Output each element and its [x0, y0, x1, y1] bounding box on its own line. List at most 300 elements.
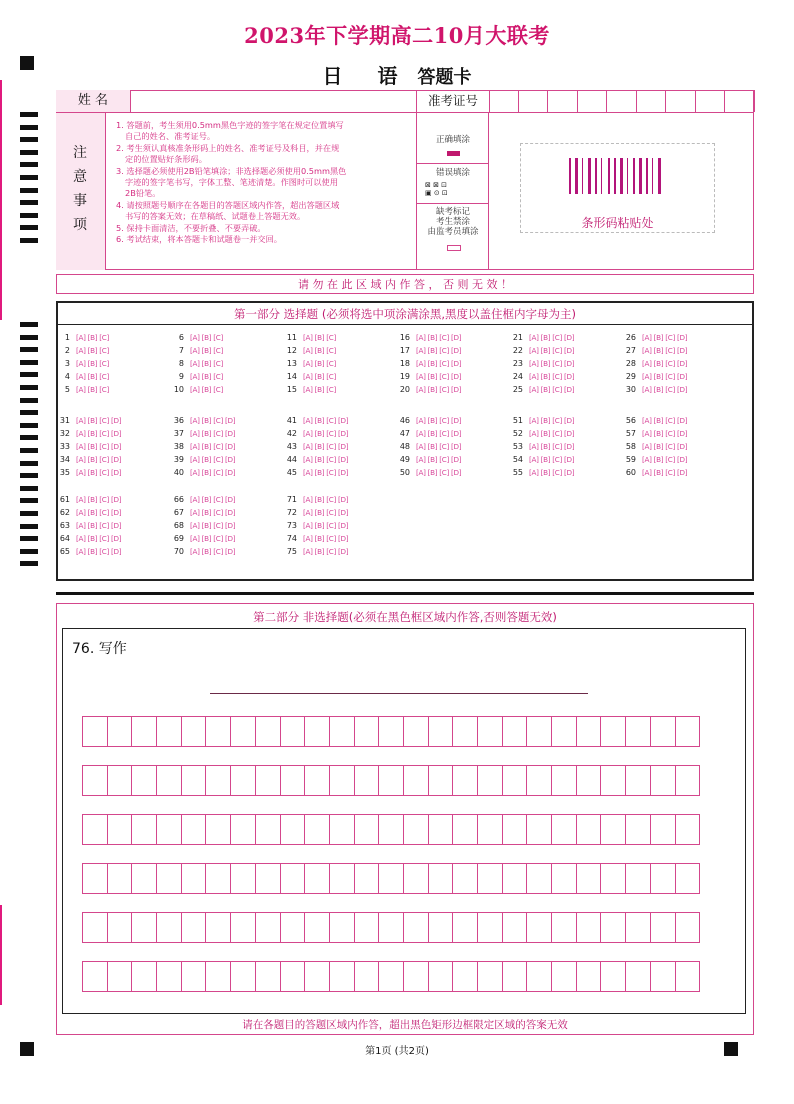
option-bubble[interactable]: [C]: [326, 429, 337, 438]
option-bubble[interactable]: [B]: [87, 385, 98, 394]
option-bubble[interactable]: [D]: [564, 385, 575, 394]
name-field[interactable]: [131, 90, 415, 112]
grid-cell[interactable]: [354, 814, 380, 845]
grid-cell[interactable]: [107, 814, 133, 845]
option-bubble[interactable]: [B]: [201, 372, 212, 381]
option-bubble[interactable]: [A]: [76, 429, 86, 438]
grid-cell[interactable]: [650, 765, 676, 796]
option-bubble[interactable]: [B]: [87, 416, 98, 425]
option-bubble[interactable]: [B]: [653, 372, 664, 381]
option-bubble[interactable]: [A]: [303, 455, 313, 464]
grid-cell[interactable]: [280, 863, 306, 894]
grid-cell[interactable]: [576, 912, 602, 943]
option-bubble[interactable]: [C]: [665, 346, 676, 355]
option-bubble[interactable]: [C]: [665, 442, 676, 451]
grid-cell[interactable]: [255, 765, 281, 796]
option-bubble[interactable]: [A]: [303, 508, 313, 517]
grid-cell[interactable]: [502, 716, 528, 747]
option-bubble[interactable]: [D]: [225, 455, 236, 464]
grid-cell[interactable]: [107, 716, 133, 747]
grid-cell[interactable]: [477, 863, 503, 894]
option-bubble[interactable]: [B]: [653, 442, 664, 451]
option-bubble[interactable]: [C]: [326, 521, 337, 530]
exam-id-digit-cell[interactable]: [725, 90, 755, 112]
option-bubble[interactable]: [C]: [326, 495, 337, 504]
grid-cell[interactable]: [403, 863, 429, 894]
grid-cell[interactable]: [675, 961, 701, 992]
exam-id-digit-cell[interactable]: [578, 90, 608, 112]
option-bubble[interactable]: [C]: [439, 429, 450, 438]
grid-cell[interactable]: [131, 961, 157, 992]
grid-cell[interactable]: [131, 716, 157, 747]
grid-cell[interactable]: [205, 765, 231, 796]
grid-cell[interactable]: [403, 961, 429, 992]
option-bubble[interactable]: [D]: [225, 416, 236, 425]
option-bubble[interactable]: [C]: [213, 359, 224, 368]
exam-id-digit-cell[interactable]: [696, 90, 726, 112]
option-bubble[interactable]: [C]: [99, 508, 110, 517]
option-bubble[interactable]: [A]: [529, 346, 539, 355]
option-bubble[interactable]: [A]: [76, 534, 86, 543]
option-bubble[interactable]: [B]: [87, 429, 98, 438]
grid-cell[interactable]: [82, 912, 108, 943]
grid-cell[interactable]: [502, 863, 528, 894]
grid-cell[interactable]: [354, 765, 380, 796]
exam-id-digit-cell[interactable]: [489, 90, 519, 112]
grid-cell[interactable]: [230, 814, 256, 845]
option-bubble[interactable]: [D]: [564, 333, 575, 342]
option-bubble[interactable]: [C]: [99, 385, 110, 394]
option-bubble[interactable]: [C]: [99, 429, 110, 438]
grid-cell[interactable]: [428, 765, 454, 796]
option-bubble[interactable]: [C]: [326, 508, 337, 517]
option-bubble[interactable]: [B]: [314, 468, 325, 477]
option-bubble[interactable]: [D]: [225, 495, 236, 504]
option-bubble[interactable]: [B]: [540, 385, 551, 394]
grid-cell[interactable]: [675, 814, 701, 845]
option-bubble[interactable]: [C]: [213, 416, 224, 425]
option-bubble[interactable]: [B]: [201, 333, 212, 342]
option-bubble[interactable]: [D]: [338, 508, 349, 517]
grid-cell[interactable]: [156, 765, 182, 796]
option-bubble[interactable]: [D]: [451, 455, 462, 464]
option-bubble[interactable]: [B]: [653, 359, 664, 368]
grid-cell[interactable]: [650, 716, 676, 747]
grid-cell[interactable]: [255, 912, 281, 943]
option-bubble[interactable]: [B]: [653, 346, 664, 355]
grid-cell[interactable]: [82, 863, 108, 894]
grid-cell[interactable]: [304, 863, 330, 894]
option-bubble[interactable]: [B]: [201, 534, 212, 543]
grid-cell[interactable]: [205, 912, 231, 943]
option-bubble[interactable]: [B]: [653, 468, 664, 477]
option-bubble[interactable]: [A]: [76, 442, 86, 451]
option-bubble[interactable]: [D]: [338, 468, 349, 477]
option-bubble[interactable]: [C]: [665, 455, 676, 464]
grid-cell[interactable]: [526, 814, 552, 845]
grid-cell[interactable]: [428, 863, 454, 894]
grid-cell[interactable]: [477, 765, 503, 796]
option-bubble[interactable]: [B]: [201, 521, 212, 530]
grid-cell[interactable]: [181, 765, 207, 796]
grid-cell[interactable]: [131, 912, 157, 943]
option-bubble[interactable]: [A]: [190, 416, 200, 425]
option-bubble[interactable]: [A]: [76, 359, 86, 368]
grid-cell[interactable]: [181, 814, 207, 845]
option-bubble[interactable]: [B]: [201, 429, 212, 438]
option-bubble[interactable]: [A]: [529, 372, 539, 381]
option-bubble[interactable]: [D]: [111, 508, 122, 517]
grid-cell[interactable]: [230, 961, 256, 992]
option-bubble[interactable]: [C]: [326, 346, 337, 355]
grid-cell[interactable]: [131, 814, 157, 845]
option-bubble[interactable]: [A]: [416, 372, 426, 381]
option-bubble[interactable]: [C]: [552, 385, 563, 394]
option-bubble[interactable]: [B]: [87, 372, 98, 381]
grid-cell[interactable]: [576, 863, 602, 894]
option-bubble[interactable]: [A]: [303, 372, 313, 381]
grid-cell[interactable]: [304, 912, 330, 943]
option-bubble[interactable]: [B]: [87, 495, 98, 504]
option-bubble[interactable]: [B]: [87, 333, 98, 342]
grid-cell[interactable]: [181, 961, 207, 992]
option-bubble[interactable]: [D]: [111, 495, 122, 504]
grid-cell[interactable]: [255, 814, 281, 845]
option-bubble[interactable]: [C]: [665, 416, 676, 425]
exam-id-fields[interactable]: [489, 90, 755, 112]
option-bubble[interactable]: [A]: [642, 385, 652, 394]
option-bubble[interactable]: [B]: [201, 385, 212, 394]
option-bubble[interactable]: [B]: [201, 468, 212, 477]
grid-cell[interactable]: [304, 814, 330, 845]
option-bubble[interactable]: [A]: [529, 416, 539, 425]
grid-cell[interactable]: [82, 961, 108, 992]
grid-cell[interactable]: [403, 765, 429, 796]
exam-id-digit-cell[interactable]: [519, 90, 549, 112]
grid-cell[interactable]: [205, 961, 231, 992]
grid-cell[interactable]: [304, 716, 330, 747]
option-bubble[interactable]: [B]: [314, 508, 325, 517]
option-bubble[interactable]: [A]: [76, 333, 86, 342]
option-bubble[interactable]: [D]: [225, 429, 236, 438]
option-bubble[interactable]: [D]: [564, 468, 575, 477]
title-line[interactable]: [210, 693, 588, 694]
grid-cell[interactable]: [82, 716, 108, 747]
grid-cell[interactable]: [452, 961, 478, 992]
grid-cell[interactable]: [82, 765, 108, 796]
option-bubble[interactable]: [A]: [303, 429, 313, 438]
option-bubble[interactable]: [A]: [303, 547, 313, 556]
grid-cell[interactable]: [526, 912, 552, 943]
option-bubble[interactable]: [C]: [99, 333, 110, 342]
option-bubble[interactable]: [C]: [213, 455, 224, 464]
grid-cell[interactable]: [576, 814, 602, 845]
option-bubble[interactable]: [C]: [552, 359, 563, 368]
option-bubble[interactable]: [C]: [326, 534, 337, 543]
option-bubble[interactable]: [B]: [427, 372, 438, 381]
grid-cell[interactable]: [625, 961, 651, 992]
grid-cell[interactable]: [675, 716, 701, 747]
option-bubble[interactable]: [B]: [87, 442, 98, 451]
option-bubble[interactable]: [C]: [665, 468, 676, 477]
grid-cell[interactable]: [625, 716, 651, 747]
grid-cell[interactable]: [675, 765, 701, 796]
option-bubble[interactable]: [D]: [338, 534, 349, 543]
option-bubble[interactable]: [B]: [540, 416, 551, 425]
option-bubble[interactable]: [B]: [87, 346, 98, 355]
option-bubble[interactable]: [C]: [665, 385, 676, 394]
option-bubble[interactable]: [B]: [201, 442, 212, 451]
grid-cell[interactable]: [551, 765, 577, 796]
grid-cell[interactable]: [107, 765, 133, 796]
grid-cell[interactable]: [255, 863, 281, 894]
grid-cell[interactable]: [526, 765, 552, 796]
option-bubble[interactable]: [C]: [326, 547, 337, 556]
option-bubble[interactable]: [B]: [427, 455, 438, 464]
option-bubble[interactable]: [A]: [190, 468, 200, 477]
option-bubble[interactable]: [B]: [314, 333, 325, 342]
grid-cell[interactable]: [502, 814, 528, 845]
grid-cell[interactable]: [477, 961, 503, 992]
grid-cell[interactable]: [600, 961, 626, 992]
option-bubble[interactable]: [A]: [303, 385, 313, 394]
option-bubble[interactable]: [B]: [427, 429, 438, 438]
option-bubble[interactable]: [A]: [190, 429, 200, 438]
option-bubble[interactable]: [A]: [416, 333, 426, 342]
option-bubble[interactable]: [C]: [552, 442, 563, 451]
option-bubble[interactable]: [C]: [552, 372, 563, 381]
option-bubble[interactable]: [B]: [540, 333, 551, 342]
option-bubble[interactable]: [D]: [451, 429, 462, 438]
grid-cell[interactable]: [329, 863, 355, 894]
grid-cell[interactable]: [576, 961, 602, 992]
exam-id-digit-cell[interactable]: [548, 90, 578, 112]
option-bubble[interactable]: [A]: [416, 442, 426, 451]
option-bubble[interactable]: [C]: [439, 455, 450, 464]
option-bubble[interactable]: [D]: [564, 455, 575, 464]
grid-cell[interactable]: [354, 716, 380, 747]
option-bubble[interactable]: [C]: [552, 416, 563, 425]
grid-cell[interactable]: [576, 716, 602, 747]
option-bubble[interactable]: [A]: [76, 416, 86, 425]
option-bubble[interactable]: [C]: [552, 346, 563, 355]
option-bubble[interactable]: [D]: [564, 372, 575, 381]
option-bubble[interactable]: [A]: [190, 455, 200, 464]
option-bubble[interactable]: [D]: [338, 455, 349, 464]
option-bubble[interactable]: [D]: [677, 429, 688, 438]
option-bubble[interactable]: [A]: [303, 442, 313, 451]
option-bubble[interactable]: [A]: [303, 534, 313, 543]
grid-cell[interactable]: [329, 716, 355, 747]
grid-cell[interactable]: [428, 716, 454, 747]
option-bubble[interactable]: [B]: [427, 359, 438, 368]
grid-cell[interactable]: [280, 814, 306, 845]
option-bubble[interactable]: [A]: [303, 333, 313, 342]
option-bubble[interactable]: [A]: [416, 468, 426, 477]
grid-cell[interactable]: [329, 961, 355, 992]
grid-cell[interactable]: [230, 912, 256, 943]
option-bubble[interactable]: [B]: [314, 359, 325, 368]
grid-cell[interactable]: [181, 863, 207, 894]
option-bubble[interactable]: [A]: [76, 508, 86, 517]
grid-cell[interactable]: [107, 961, 133, 992]
option-bubble[interactable]: [B]: [314, 429, 325, 438]
option-bubble[interactable]: [D]: [451, 442, 462, 451]
grid-cell[interactable]: [107, 863, 133, 894]
option-bubble[interactable]: [C]: [665, 333, 676, 342]
grid-cell[interactable]: [428, 912, 454, 943]
option-bubble[interactable]: [B]: [427, 333, 438, 342]
grid-cell[interactable]: [600, 716, 626, 747]
option-bubble[interactable]: [A]: [642, 372, 652, 381]
grid-cell[interactable]: [354, 863, 380, 894]
option-bubble[interactable]: [B]: [653, 416, 664, 425]
grid-cell[interactable]: [329, 912, 355, 943]
option-bubble[interactable]: [C]: [99, 455, 110, 464]
option-bubble[interactable]: [A]: [76, 495, 86, 504]
option-bubble[interactable]: [B]: [314, 442, 325, 451]
option-bubble[interactable]: [C]: [99, 495, 110, 504]
grid-cell[interactable]: [156, 716, 182, 747]
grid-cell[interactable]: [230, 765, 256, 796]
grid-cell[interactable]: [255, 716, 281, 747]
option-bubble[interactable]: [B]: [427, 385, 438, 394]
option-bubble[interactable]: [A]: [190, 359, 200, 368]
option-bubble[interactable]: [A]: [303, 359, 313, 368]
option-bubble[interactable]: [C]: [552, 333, 563, 342]
grid-cell[interactable]: [205, 716, 231, 747]
option-bubble[interactable]: [C]: [213, 372, 224, 381]
option-bubble[interactable]: [D]: [677, 385, 688, 394]
option-bubble[interactable]: [B]: [653, 333, 664, 342]
option-bubble[interactable]: [A]: [642, 429, 652, 438]
grid-cell[interactable]: [526, 863, 552, 894]
option-bubble[interactable]: [B]: [314, 346, 325, 355]
grid-cell[interactable]: [156, 863, 182, 894]
option-bubble[interactable]: [D]: [225, 547, 236, 556]
grid-cell[interactable]: [280, 765, 306, 796]
option-bubble[interactable]: [C]: [326, 333, 337, 342]
option-bubble[interactable]: [C]: [326, 442, 337, 451]
option-bubble[interactable]: [D]: [225, 508, 236, 517]
option-bubble[interactable]: [D]: [338, 416, 349, 425]
option-bubble[interactable]: [A]: [190, 385, 200, 394]
option-bubble[interactable]: [C]: [213, 495, 224, 504]
option-bubble[interactable]: [B]: [653, 455, 664, 464]
option-bubble[interactable]: [C]: [439, 442, 450, 451]
option-bubble[interactable]: [C]: [213, 346, 224, 355]
grid-cell[interactable]: [378, 912, 404, 943]
grid-cell[interactable]: [403, 912, 429, 943]
option-bubble[interactable]: [D]: [677, 372, 688, 381]
grid-cell[interactable]: [378, 961, 404, 992]
grid-cell[interactable]: [625, 863, 651, 894]
grid-cell[interactable]: [452, 716, 478, 747]
option-bubble[interactable]: [A]: [303, 346, 313, 355]
option-bubble[interactable]: [C]: [439, 385, 450, 394]
option-bubble[interactable]: [A]: [76, 521, 86, 530]
option-bubble[interactable]: [A]: [76, 372, 86, 381]
option-bubble[interactable]: [C]: [99, 534, 110, 543]
option-bubble[interactable]: [C]: [213, 333, 224, 342]
option-bubble[interactable]: [B]: [87, 455, 98, 464]
grid-cell[interactable]: [280, 716, 306, 747]
option-bubble[interactable]: [D]: [225, 442, 236, 451]
exam-id-digit-cell[interactable]: [607, 90, 637, 112]
option-bubble[interactable]: [C]: [99, 416, 110, 425]
option-bubble[interactable]: [A]: [529, 359, 539, 368]
option-bubble[interactable]: [B]: [314, 547, 325, 556]
option-bubble[interactable]: [D]: [338, 495, 349, 504]
option-bubble[interactable]: [C]: [552, 468, 563, 477]
grid-cell[interactable]: [403, 814, 429, 845]
grid-cell[interactable]: [452, 814, 478, 845]
option-bubble[interactable]: [A]: [190, 442, 200, 451]
grid-cell[interactable]: [650, 814, 676, 845]
option-bubble[interactable]: [D]: [338, 547, 349, 556]
grid-cell[interactable]: [675, 912, 701, 943]
option-bubble[interactable]: [B]: [314, 455, 325, 464]
option-bubble[interactable]: [D]: [677, 455, 688, 464]
option-bubble[interactable]: [D]: [111, 455, 122, 464]
grid-cell[interactable]: [205, 814, 231, 845]
grid-cell[interactable]: [675, 863, 701, 894]
grid-cell[interactable]: [329, 814, 355, 845]
option-bubble[interactable]: [A]: [76, 547, 86, 556]
option-bubble[interactable]: [B]: [427, 346, 438, 355]
grid-cell[interactable]: [403, 716, 429, 747]
grid-cell[interactable]: [477, 716, 503, 747]
option-bubble[interactable]: [D]: [451, 333, 462, 342]
option-bubble[interactable]: [A]: [416, 385, 426, 394]
option-bubble[interactable]: [D]: [564, 359, 575, 368]
grid-cell[interactable]: [650, 912, 676, 943]
option-bubble[interactable]: [D]: [225, 534, 236, 543]
option-bubble[interactable]: [C]: [439, 359, 450, 368]
grid-cell[interactable]: [551, 961, 577, 992]
grid-cell[interactable]: [280, 912, 306, 943]
option-bubble[interactable]: [D]: [111, 534, 122, 543]
option-bubble[interactable]: [A]: [303, 468, 313, 477]
option-bubble[interactable]: [D]: [677, 442, 688, 451]
option-bubble[interactable]: [B]: [87, 534, 98, 543]
option-bubble[interactable]: [D]: [111, 429, 122, 438]
grid-cell[interactable]: [156, 814, 182, 845]
option-bubble[interactable]: [A]: [416, 346, 426, 355]
option-bubble[interactable]: [A]: [190, 333, 200, 342]
option-bubble[interactable]: [B]: [653, 429, 664, 438]
option-bubble[interactable]: [B]: [540, 346, 551, 355]
option-bubble[interactable]: [D]: [338, 521, 349, 530]
option-bubble[interactable]: [C]: [552, 429, 563, 438]
option-bubble[interactable]: [C]: [213, 385, 224, 394]
option-bubble[interactable]: [B]: [540, 468, 551, 477]
option-bubble[interactable]: [B]: [540, 455, 551, 464]
option-bubble[interactable]: [B]: [314, 521, 325, 530]
option-bubble[interactable]: [B]: [87, 468, 98, 477]
option-bubble[interactable]: [B]: [201, 495, 212, 504]
grid-cell[interactable]: [551, 912, 577, 943]
option-bubble[interactable]: [C]: [665, 372, 676, 381]
option-bubble[interactable]: [B]: [87, 508, 98, 517]
grid-cell[interactable]: [625, 814, 651, 845]
option-bubble[interactable]: [B]: [314, 534, 325, 543]
grid-cell[interactable]: [576, 765, 602, 796]
option-bubble[interactable]: [B]: [314, 495, 325, 504]
option-bubble[interactable]: [C]: [213, 521, 224, 530]
option-bubble[interactable]: [C]: [326, 455, 337, 464]
grid-cell[interactable]: [650, 863, 676, 894]
